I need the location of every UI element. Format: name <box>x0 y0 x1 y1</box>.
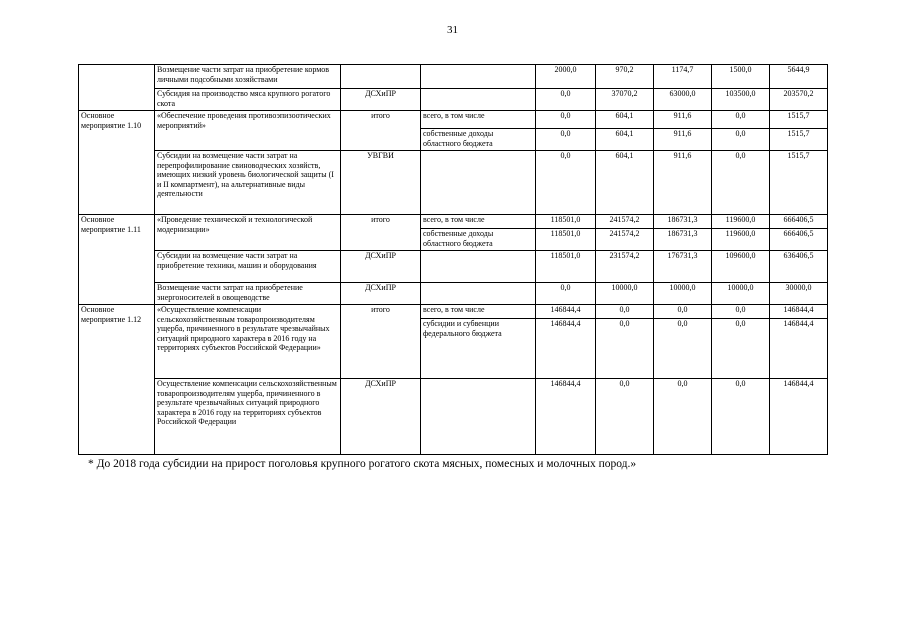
description-cell: Возмещение части затрат на приобретение энергоносителей в овощеводстве <box>155 283 341 305</box>
value-cell: 10000,0 <box>596 283 654 305</box>
source-cell <box>421 379 536 455</box>
value-cell: 0,0 <box>654 305 712 319</box>
value-cell: 666406,5 <box>770 215 828 229</box>
value-cell: 1515,7 <box>770 151 828 215</box>
source-cell: субсидии и субвенции федерального бюджета <box>421 319 536 379</box>
value-cell: 37070,2 <box>596 89 654 111</box>
value-cell: 636406,5 <box>770 251 828 283</box>
executor-cell <box>341 65 421 89</box>
executor-cell: ДСХиПР <box>341 379 421 455</box>
value-cell: 103500,0 <box>712 89 770 111</box>
value-cell: 911,6 <box>654 151 712 215</box>
source-cell: всего, в том числе <box>421 305 536 319</box>
source-cell <box>421 283 536 305</box>
footnote: * До 2018 года субсидии на прирост поголовья крупного рогатого скота мясных, помесных и молочных пород.» <box>88 458 637 470</box>
value-cell: 146844,4 <box>770 379 828 455</box>
value-cell: 241574,2 <box>596 229 654 251</box>
value-cell: 186731,3 <box>654 229 712 251</box>
description-cell: Субсидии на возмещение части затрат на перепрофилирование свиноводческих хозяйств, имеющих низкий уровень биологической защиты (I и II компартмент), на альтернативные виды деятельности <box>155 151 341 215</box>
value-cell: 146844,4 <box>536 319 596 379</box>
page-number: 31 <box>447 24 458 36</box>
value-cell: 63000,0 <box>654 89 712 111</box>
value-cell: 0,0 <box>712 305 770 319</box>
value-cell: 970,2 <box>596 65 654 89</box>
value-cell: 119600,0 <box>712 229 770 251</box>
value-cell: 911,6 <box>654 129 712 151</box>
value-cell: 0,0 <box>596 379 654 455</box>
value-cell: 0,0 <box>536 283 596 305</box>
table-row <box>79 111 828 129</box>
source-cell <box>421 251 536 283</box>
table-row <box>79 283 828 305</box>
table-row <box>79 65 828 89</box>
value-cell: 0,0 <box>536 111 596 129</box>
value-cell: 241574,2 <box>596 215 654 229</box>
value-cell: 146844,4 <box>770 305 828 319</box>
value-cell: 0,0 <box>596 305 654 319</box>
value-cell: 1515,7 <box>770 129 828 151</box>
table-row <box>79 151 828 215</box>
value-cell: 604,1 <box>596 111 654 129</box>
value-cell: 0,0 <box>712 379 770 455</box>
description-cell: Осуществление компенсации сельскохозяйственным товаропроизводителям ущерба, причиненного в результате чрезвычайных ситуаций природного характера в 2016 году на территориях субъектов Российской Федерации <box>155 379 341 455</box>
description-cell: «Обеспечение проведения противоэпизоотических мероприятий» <box>155 111 341 151</box>
value-cell: 0,0 <box>596 319 654 379</box>
value-cell: 0,0 <box>536 89 596 111</box>
measure-name-cell: Основное мероприятие 1.10 <box>79 111 155 215</box>
executor-cell: ДСХиПР <box>341 283 421 305</box>
value-cell: 0,0 <box>536 129 596 151</box>
source-cell: всего, в том числе <box>421 111 536 129</box>
value-cell: 911,6 <box>654 111 712 129</box>
value-cell: 604,1 <box>596 151 654 215</box>
table-row <box>79 89 828 111</box>
value-cell: 1500,0 <box>712 65 770 89</box>
executor-cell: ДСХиПР <box>341 251 421 283</box>
description-cell: Субсидии на возмещение части затрат на приобретение техники, машин и оборудования <box>155 251 341 283</box>
value-cell: 231574,2 <box>596 251 654 283</box>
source-cell: всего, в том числе <box>421 215 536 229</box>
value-cell: 0,0 <box>712 129 770 151</box>
table-row <box>79 305 828 319</box>
value-cell: 119600,0 <box>712 215 770 229</box>
executor-cell: ДСХиПР <box>341 89 421 111</box>
description-cell: «Осуществление компенсации сельскохозяйственным товаропроизводителям ущерба, причиненного в результате чрезвычайных ситуаций природного характера в 2016 году на территориях субъектов Российской Федерации» <box>155 305 341 379</box>
program-table <box>78 64 828 455</box>
table-row <box>79 379 828 455</box>
value-cell: 604,1 <box>596 129 654 151</box>
measure-name-cell <box>79 65 155 111</box>
value-cell: 2000,0 <box>536 65 596 89</box>
value-cell: 176731,3 <box>654 251 712 283</box>
value-cell: 146844,4 <box>770 319 828 379</box>
value-cell: 146844,4 <box>536 305 596 319</box>
value-cell: 0,0 <box>654 379 712 455</box>
description-cell: Возмещение части затрат на приобретение кормов личными подсобными хозяйствами <box>155 65 341 89</box>
value-cell: 146844,4 <box>536 379 596 455</box>
source-cell <box>421 151 536 215</box>
value-cell: 1515,7 <box>770 111 828 129</box>
table-row <box>79 251 828 283</box>
value-cell: 0,0 <box>536 151 596 215</box>
executor-cell: итого <box>341 305 421 379</box>
executor-cell: итого <box>341 111 421 151</box>
description-cell: Субсидия на производство мяса крупного рогатого скота <box>155 89 341 111</box>
value-cell: 0,0 <box>712 111 770 129</box>
value-cell: 30000,0 <box>770 283 828 305</box>
value-cell: 0,0 <box>712 319 770 379</box>
value-cell: 10000,0 <box>712 283 770 305</box>
value-cell: 186731,3 <box>654 215 712 229</box>
value-cell: 118501,0 <box>536 215 596 229</box>
measure-name-cell: Основное мероприятие 1.11 <box>79 215 155 305</box>
value-cell: 118501,0 <box>536 229 596 251</box>
source-cell <box>421 89 536 111</box>
source-cell: собственные доходы областного бюджета <box>421 129 536 151</box>
value-cell: 0,0 <box>712 151 770 215</box>
source-cell <box>421 65 536 89</box>
value-cell: 0,0 <box>654 319 712 379</box>
source-cell: собственные доходы областного бюджета <box>421 229 536 251</box>
value-cell: 118501,0 <box>536 251 596 283</box>
value-cell: 10000,0 <box>654 283 712 305</box>
executor-cell: УВГВИ <box>341 151 421 215</box>
value-cell: 666406,5 <box>770 229 828 251</box>
value-cell: 109600,0 <box>712 251 770 283</box>
executor-cell: итого <box>341 215 421 251</box>
value-cell: 203570,2 <box>770 89 828 111</box>
table-row <box>79 215 828 229</box>
measure-name-cell: Основное мероприятие 1.12 <box>79 305 155 455</box>
description-cell: «Проведение технической и технологической модернизации» <box>155 215 341 251</box>
value-cell: 1174,7 <box>654 65 712 89</box>
value-cell: 5644,9 <box>770 65 828 89</box>
